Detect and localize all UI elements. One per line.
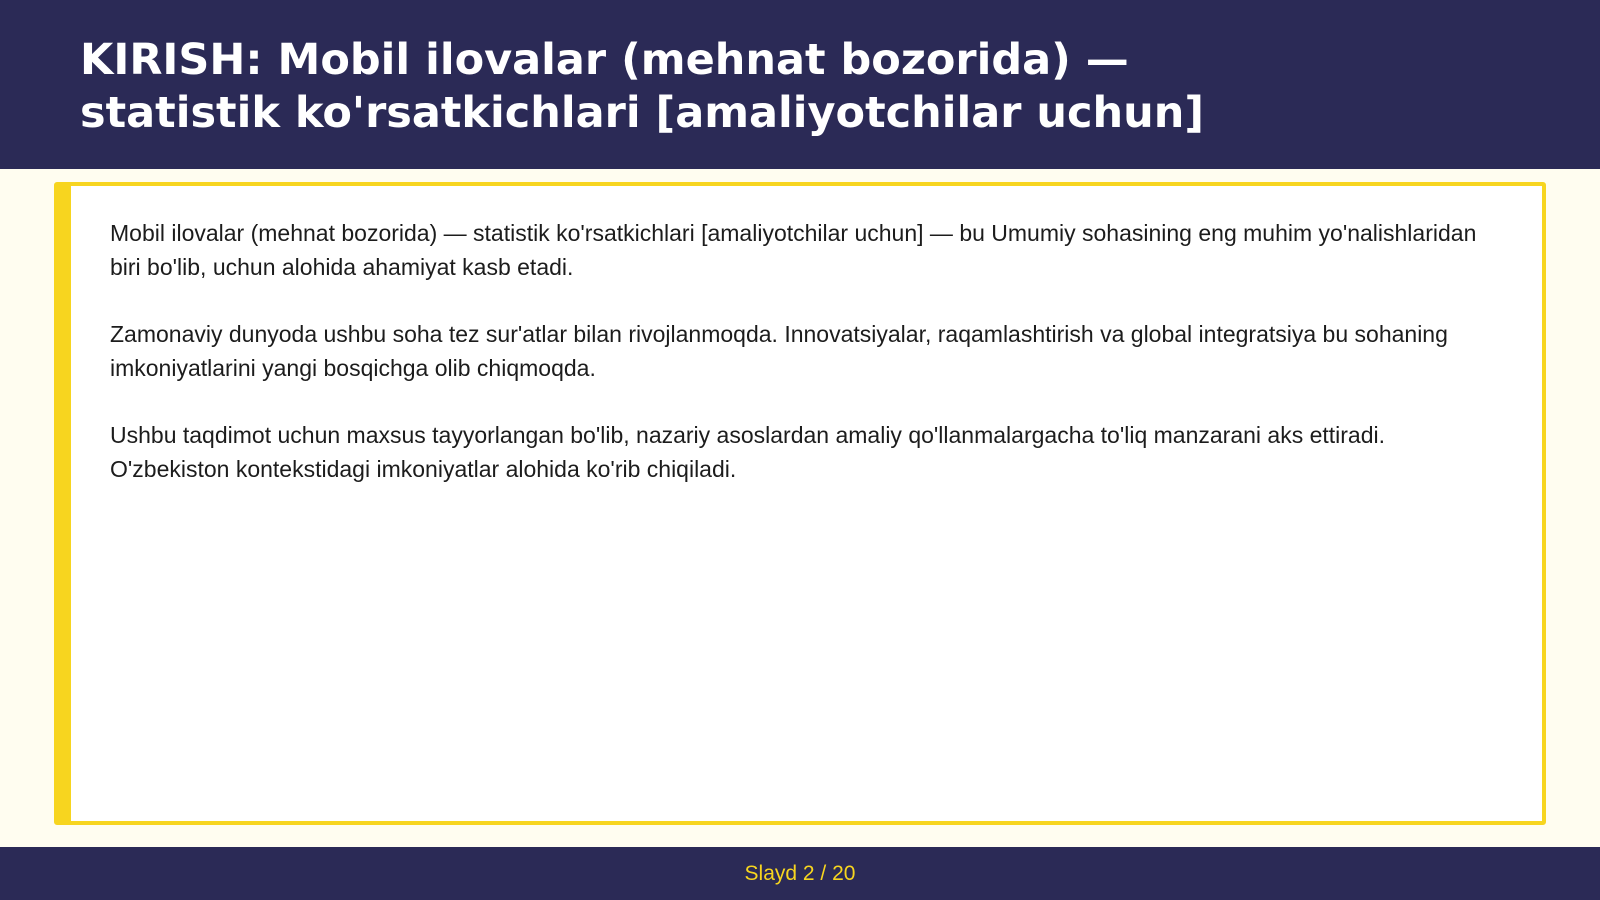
paragraph-intro: Mobil ilovalar (mehnat bozorida) — statistik ko'rsatkichlari [amaliyotchilar uchun] — bu Umumiy sohasining eng muhim yo'nalishlaridan biri bo'lib, uchun alohida ahamiyat kasb etadi. [110, 220, 1477, 280]
slide-number: Slayd 2 / 20 [744, 861, 856, 885]
slide-header [0, 0, 1600, 169]
content-box [54, 182, 1546, 825]
slide-title: KIRISH: Mobil ilovalar (mehnat bozorida) — statistik ko'rsatkichlari [amaliyotchilar uchun] [80, 35, 1205, 138]
slide-footer [0, 847, 1600, 900]
paragraph-presentation-purpose: Ushbu taqdimot uchun maxsus tayyorlangan bo'lib, nazariy asoslardan amaliy qo'llanmalargacha to'liq manzarani aks ettiradi. O'zbekiston kontekstidagi imkoniyatlar alohida ko'rib chiqiladi. [110, 422, 1386, 482]
paragraph-modern-world: Zamonaviy dunyoda ushbu soha tez sur'atlar bilan rivojlanmoqda. Innovatsiyalar, raqamlashtirish va global integratsiya bu sohaning imkoniyatlarini yangi bosqichga olib chiqmoqda. [110, 321, 1448, 381]
